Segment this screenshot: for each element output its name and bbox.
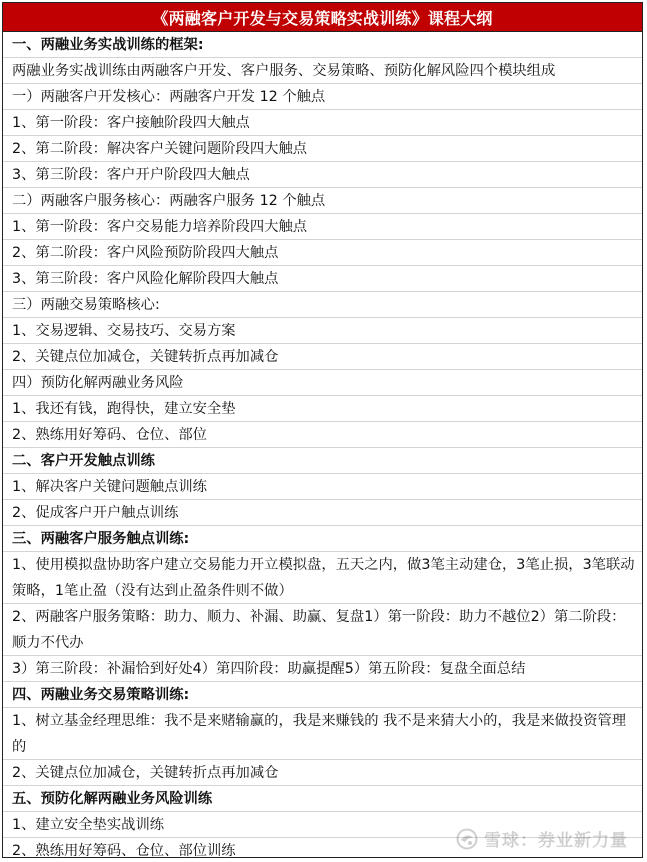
outline-line: 1、建立安全垫实战训练 [3, 812, 642, 838]
outline-line: 1、第一阶段：客户交易能力培养阶段四大触点 [3, 214, 642, 240]
outline-line: 四）预防化解两融业务风险 [3, 370, 642, 396]
outline-line: 2、促成客户开户触点训练 [3, 500, 642, 526]
section-heading: 三、两融客户服务触点训练: [3, 526, 642, 552]
snowball-logo-icon [456, 828, 478, 850]
outline-line: 2、关键点位加减仓，关键转折点再加减仓 [3, 344, 642, 370]
outline-line: 三）两融交易策略核心: [3, 292, 642, 318]
outline-line: 二）两融客户服务核心：两融客户服务 12 个触点 [3, 188, 642, 214]
outline-line: 1、第一阶段：客户接触阶段四大触点 [3, 110, 642, 136]
outline-line: 2、熟练用好筹码、仓位、部位 [3, 422, 642, 448]
watermark [456, 826, 628, 851]
outline-line: 1、树立基金经理思维：我不是来赌输赢的，我是来赚钱的 我不是来猜大小的，我是来做投资管理的 [3, 708, 642, 760]
document-title: 《两融客户开发与交易策略实战训练》课程大纲 [3, 3, 642, 32]
outline-line: 2、第二阶段：客户风险预防阶段四大触点 [3, 240, 642, 266]
outline-lines [3, 32, 642, 858]
outline-line: 3、第三阶段：客户风险化解阶段四大触点 [3, 266, 642, 292]
outline-line: 2、两融客户服务策略：助力、顺力、补漏、助赢、复盘1）第一阶段：助力不越位2）第二阶段：顺力不代办 [3, 604, 642, 656]
outline-line: 1、使用模拟盘协助客户建立交易能力开立模拟盘，五天之内，做3笔主动建仓，3笔止损，3笔联动策略，1笔止盈（没有达到止盈条件则不做） [3, 552, 642, 604]
section-heading: 四、两融业务交易策略训练: [3, 682, 642, 708]
course-outline-document [2, 2, 643, 858]
outline-line: 2、第二阶段：解决客户关键问题阶段四大触点 [3, 136, 642, 162]
outline-line: 2、关键点位加减仓，关键转折点再加减仓 [3, 760, 642, 786]
section-heading: 一、两融业务实战训练的框架: [3, 32, 642, 58]
outline-line: 一）两融客户开发核心：两融客户开发 12 个触点 [3, 84, 642, 110]
outline-line: 1、我还有钱，跑得快，建立安全垫 [3, 396, 642, 422]
watermark-text: 雪球：券业新力量 [484, 831, 628, 851]
outline-line: 两融业务实战训练由两融客户开发、客户服务、交易策略、预防化解风险四个模块组成 [3, 58, 642, 84]
outline-line: 3、第三阶段：客户开户阶段四大触点 [3, 162, 642, 188]
outline-line: 2、熟练用好筹码、仓位、部位训练 [3, 838, 642, 858]
outline-line: 3）第三阶段：补漏恰到好处4）第四阶段：助赢提醒5）第五阶段：复盘全面总结 [3, 656, 642, 682]
outline-line: 1、交易逻辑、交易技巧、交易方案 [3, 318, 642, 344]
section-heading: 二、客户开发触点训练 [3, 448, 642, 474]
section-heading: 五、预防化解两融业务风险训练 [3, 786, 642, 812]
outline-line: 1、解决客户关键问题触点训练 [3, 474, 642, 500]
